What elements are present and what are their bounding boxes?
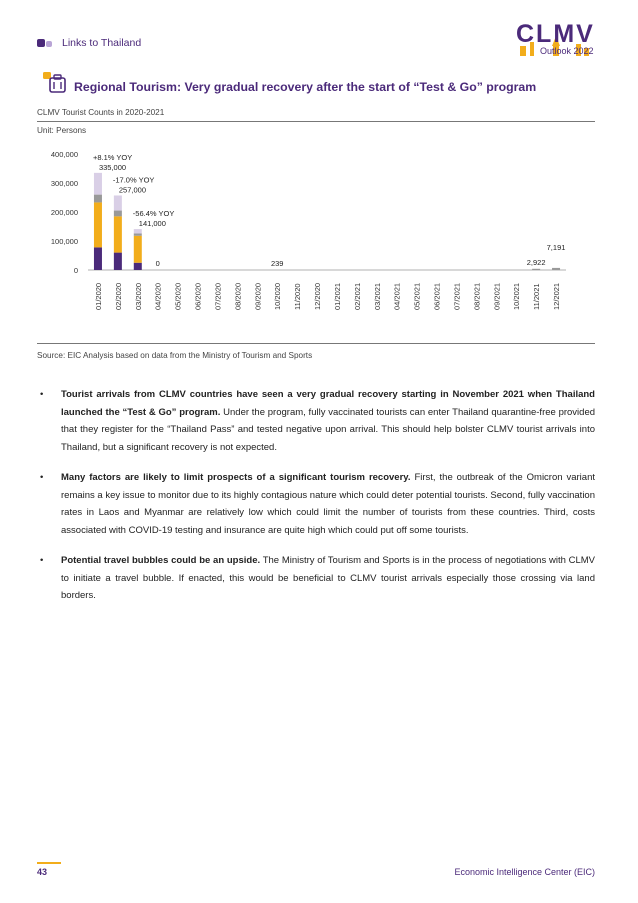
bullet-dot-icon: • bbox=[40, 389, 44, 400]
data-label-yoy: +8.1% YOY bbox=[92, 152, 133, 162]
bullet-bold: Tourist arrivals from CLMV countries have seen a very gradual recovery starting in November 2021 when Thailand launched the “Test & Go” program. bbox=[61, 389, 595, 418]
x-tick-label: 01/2020 bbox=[93, 282, 103, 310]
data-label-value: 0 bbox=[155, 259, 160, 268]
x-tick-label: 05/2020 bbox=[173, 282, 183, 310]
x-tick-label: 03/2020 bbox=[133, 282, 143, 310]
x-tick-label: 06/2021 bbox=[432, 282, 442, 310]
bullet-text: Under the program, fully vaccinated tourists can enter Thailand quarantine-free provided that they register for the “Thailand Pass” and tested negative upon arrival. This should help bolster CLMV tourist arrivals into Thailand, but a significant recovery is not expected. bbox=[61, 406, 596, 453]
bar-segment bbox=[114, 216, 122, 252]
x-tick-label: 08/2020 bbox=[233, 282, 243, 310]
x-tick-label: 06/2020 bbox=[193, 282, 203, 310]
y-tick-label: 300,000 bbox=[50, 179, 78, 188]
x-tick-label: 09/2021 bbox=[492, 282, 502, 310]
bar-segment bbox=[552, 268, 560, 270]
bar-segment bbox=[94, 202, 102, 247]
header-section-title: Links to Thailand bbox=[62, 37, 142, 49]
data-label-value: 7,191 bbox=[546, 242, 566, 252]
y-tick-label: 200,000 bbox=[50, 208, 78, 217]
data-label-yoy: -56.4% YOY bbox=[132, 209, 175, 219]
logo-subtitle: Outlook 2022 bbox=[540, 46, 594, 56]
bullet-bold: Many factors are likely to limit prospects of a significant tourism recovery. bbox=[61, 472, 411, 483]
chart-title: CLMV Tourist Counts in 2020-2021 bbox=[37, 108, 165, 117]
bar-segment bbox=[532, 269, 540, 270]
x-tick-label: 07/2021 bbox=[452, 282, 462, 310]
data-label-value: 2,922 bbox=[526, 258, 546, 268]
data-label-value: 141,000 bbox=[138, 219, 166, 229]
bar-segment bbox=[134, 233, 142, 235]
bullet-text: The Ministry of Tourism and Sports is in the process of negotiations with CLMV to initiate a travel bubble. If enacted, this would be beneficial to CLMV tourist arrivals especially those crossing via land borders. bbox=[61, 555, 596, 601]
x-tick-label: 10/2020 bbox=[273, 282, 283, 310]
bar-segment bbox=[114, 195, 122, 210]
tourist-bar-chart bbox=[0, 140, 638, 340]
bar-segment bbox=[114, 253, 122, 270]
logo-wordmark: CLMV bbox=[516, 20, 595, 48]
bar-segment bbox=[94, 247, 102, 270]
x-tick-label: 04/2020 bbox=[153, 282, 163, 310]
x-tick-label: 05/2021 bbox=[412, 282, 422, 310]
bullet-dot-icon: • bbox=[40, 472, 44, 483]
data-label-value: 335,000 bbox=[98, 162, 127, 172]
unit-label: Unit: Persons bbox=[37, 126, 87, 135]
divider-top bbox=[37, 121, 595, 122]
y-tick-label: 100,000 bbox=[50, 237, 78, 246]
bar-segment bbox=[94, 195, 102, 203]
y-tick-label: 0 bbox=[73, 266, 78, 275]
data-label-value: 257,000 bbox=[118, 185, 146, 195]
y-tick-label: 400,000 bbox=[50, 150, 78, 159]
x-tick-label: 08/2021 bbox=[472, 282, 482, 310]
x-tick-label: 03/2021 bbox=[372, 282, 382, 310]
page-number: 43 bbox=[37, 867, 48, 877]
bar-segment bbox=[134, 236, 142, 263]
x-tick-label: 01/2021 bbox=[332, 282, 342, 310]
footer-accent-line bbox=[37, 862, 61, 864]
x-tick-label: 09/2020 bbox=[253, 282, 263, 310]
bar-segment bbox=[114, 211, 122, 217]
bullet-item bbox=[37, 386, 595, 456]
x-tick-label: 04/2021 bbox=[392, 282, 402, 310]
divider-bottom bbox=[37, 343, 595, 344]
chart-source: Source: EIC Analysis based on data from the Ministry of Tourism and Sports bbox=[37, 351, 313, 360]
bar-segment bbox=[94, 173, 102, 195]
footer-org: Economic Intelligence Center (EIC) bbox=[454, 867, 595, 877]
bullet-list bbox=[37, 386, 595, 618]
x-tick-label: 02/2021 bbox=[352, 282, 362, 310]
bar-segment bbox=[134, 229, 142, 233]
bullet-item bbox=[37, 469, 595, 539]
tourism-luggage-icon bbox=[43, 72, 67, 94]
section-marker-icon bbox=[37, 38, 59, 48]
bullet-bold: Potential travel bubbles could be an upside. bbox=[61, 555, 261, 566]
bullet-text: First, the outbreak of the Omicron variant remains a key issue to monitor due to its highly contagious nature which could deter potential tourists. Second, fully vaccination rates in Laos and Myanmar are relatively low which could limit the number of tourists from these countries. Third, costs associated with COVID-19 testing and insurance are quite high which could put off some tourists. bbox=[61, 472, 595, 536]
data-label-yoy: -17.0% YOY bbox=[112, 175, 155, 185]
data-label-value: 239 bbox=[270, 258, 284, 268]
x-tick-label: 11/2021 bbox=[532, 283, 542, 310]
x-tick-label: 12/2021 bbox=[552, 282, 562, 310]
bullet-item bbox=[37, 552, 595, 605]
x-tick-label: 02/2020 bbox=[113, 282, 123, 310]
x-tick-label: 11/2020 bbox=[293, 283, 303, 310]
bar-segment bbox=[134, 263, 142, 270]
x-tick-label: 07/2020 bbox=[213, 282, 223, 310]
bullet-dot-icon: • bbox=[40, 555, 44, 566]
x-tick-label: 12/2020 bbox=[313, 282, 323, 310]
section-title: Regional Tourism: Very gradual recovery after the start of “Test & Go” program bbox=[74, 80, 537, 94]
x-tick-label: 10/2021 bbox=[512, 282, 522, 310]
